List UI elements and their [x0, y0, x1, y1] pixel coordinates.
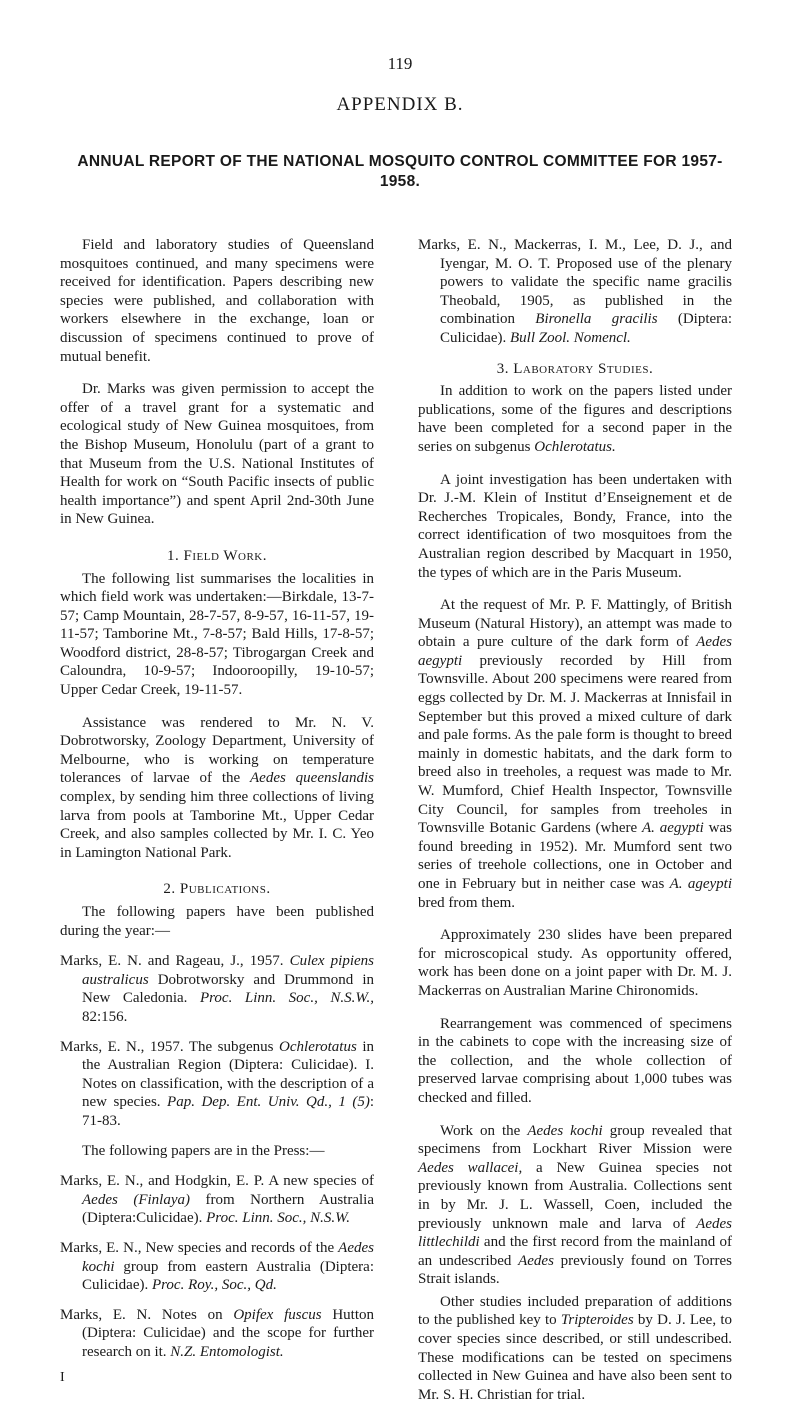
travel-grant-paragraph: Dr. Marks was given permission to accept the offer of a travel grant for a systematic and ecological study of New Guinea mosquitoes, from the Bishop Museum, Honolulu (part of a grant to that Museum from the U.S. National Institutes of Health for work on “South Pacific insects of public health importance”) and spent April 2nd-30th June in New Guinea. — [60, 381, 374, 528]
lab-paragraph-5: Rearrangement was commenced of specimens in the cabinets to cope with the increasing size of the collection, and the whole collection of preserved larvae comprising about 1,000 tubes was checked and filled. — [418, 1015, 732, 1106]
left-column — [60, 236, 374, 1372]
page-number: 119 — [387, 54, 413, 73]
reference-3: Marks, E. N., and Hodgkin, E. P. A new species of Aedes (Finlaya) from Northern Australia (Diptera:Culicidae). Proc. Linn. Soc., N.S.W. — [60, 1173, 374, 1227]
section-laboratory-heading: 3. Laboratory Studies. — [496, 360, 654, 377]
reference-5: Marks, E. N. Notes on Opifex fuscus Hutton (Diptera: Culicidae) and the scope for further research on it. N.Z. Entomologist. — [60, 1306, 375, 1360]
reference-2: Marks, E. N., 1957. The subgenus Ochlerotatus in the Australian Region (Diptera: Culicidae). I. Notes on classification, with the description of a new species. Pap. Dep. Ent. Univ. Qd., 1 (5): 71-83. — [60, 1038, 374, 1129]
lab-paragraph-7: Other studies included preparation of additions to the published key to Tripteroides by D. J. Lee, to cover species since described, or still undescribed. These modifications can be tested on specimens collected in New Guinea and have also been sent to Mr. S. H. Christian for trial. — [418, 1293, 732, 1403]
section-publications-heading: 2. Publications. — [163, 881, 271, 898]
lab-paragraph-4: Approximately 230 slides have been prepared for microscopical study. As opportunity offered, work has been done on a joint paper with Dr. M. J. Mackerras on Australian Marine Chironomids. — [418, 927, 732, 999]
assistance-paragraph: Assistance was rendered to Mr. N. V. Dobrotworsky, Zoology Department, University of Melbourne, who is working on temperature tolerances of larvae of the Aedes queenslandis complex, by sending him three collections of living larva from pools at Tamborine Mt., Upper Cedar Creek, and also samples collected by Mr. I. C. Yeo in Lamington National Park. — [60, 714, 375, 861]
in-press-intro: The following papers are in the Press:— — [82, 1142, 325, 1159]
lab-paragraph-3: At the request of Mr. P. F. Mattingly, of British Museum (Natural History), an attempt was made to obtain a pure culture of the dark form of Aedes aegypti previously recorded by Hill from Townsville. About 200 specimens were reared from eggs collected by Dr. M. J. Mackerras at Innisfail in September but this proved a mixed culture of dark and pale forms. As the pale form is thought to breed mainly in domestic habitats, and the dark form to breed also in treeholes, a request was made to Mr. W. Mumford, Chief Health Inspector, Townsville City Council, for samples from treeholes in Townsville Botanic Gardens (where A. aegypti was found breeding in 1952). Mr. Mumford sent two series of treehole collections, one in October and one in February but in neither case was A. ageypti bred from them. — [418, 597, 732, 911]
field-work-paragraph: The following list summarises the localities in which field work was undertaken:—Birkdale, 13-7-57; Camp Mountain, 28-7-57, 8-9-57, 16-11-57, 19-11-57; Tamborine Mt., 7-8-57; Bald Hills, 17-8-57; Woodford district, 28-8-57; Tibrogargan Creek and Caloundra, 10-9-57; Indooroopilly, 19-10-57; Upper Cedar Creek, 19-11-57. — [60, 570, 374, 699]
section-field-work-heading: 1. Field Work. — [167, 547, 267, 564]
reference-6: Marks, E. N., Mackerras, I. M., Lee, D. J., and Iyengar, M. O. T. Proposed use of the plenary powers to validate the specific name gracilis Theobald, 1905, as published in the combination Bironella gracilis (Diptera: Culicidae). Bull Zool. Nomencl. — [418, 237, 732, 346]
published-intro: The following papers have been published during the year:— — [60, 904, 374, 939]
lab-paragraph-1: In addition to work on the papers listed under publications, some of the figures and descriptions have been completed for a second paper in the series on subgenus Ochlerotatus. — [418, 383, 732, 455]
right-column — [418, 236, 732, 1418]
report-title: ANNUAL REPORT OF THE NATIONAL MOSQUITO CONTROL COMMITTEE FOR 1957-1958. — [77, 153, 723, 190]
lab-paragraph-2: A joint investigation has been undertaken with Dr. J.-M. Klein of Institut d’Enseignement et de Recherches Tropicales, Bondy, France, into the correct identification of two mosquitoes from the Australian region described by Macquart in 1950, the types of which are in the Paris Museum. — [418, 471, 732, 581]
appendix-heading: APPENDIX B. — [336, 94, 464, 115]
lab-paragraph-6: Work on the Aedes kochi group revealed that specimens from Lockhart River Mission were Aedes wallacei, a New Guinea species not previously known from Australia. Collections sent in by Mr. J. L. Wassell, Coen, included the previously unknown male and larva of Aedes littlechildi and the first record from the mainland of an undescribed Aedes previously found on Torres Strait islands. — [418, 1122, 733, 1288]
signature-mark: I — [60, 1370, 65, 1385]
reference-4: Marks, E. N., New species and records of the Aedes kochi group from eastern Australia (Diptera: Culicidae). Proc. Roy., Soc., Qd. — [60, 1239, 374, 1294]
intro-paragraph: Field and laboratory studies of Queensland mosquitoes continued, and many specimens were received for identification. Papers describing new species were published, and collaboration with workers elsewhere in the exchange, loan or discussion of specimens continued to prove of mutual benefit. — [60, 237, 374, 365]
reference-1: Marks, E. N. and Rageau, J., 1957. Culex pipiens australicus Dobrotworsky and Drummond in New Caledonia. Proc. Linn. Soc., N.S.W., 82:156. — [60, 953, 374, 1025]
